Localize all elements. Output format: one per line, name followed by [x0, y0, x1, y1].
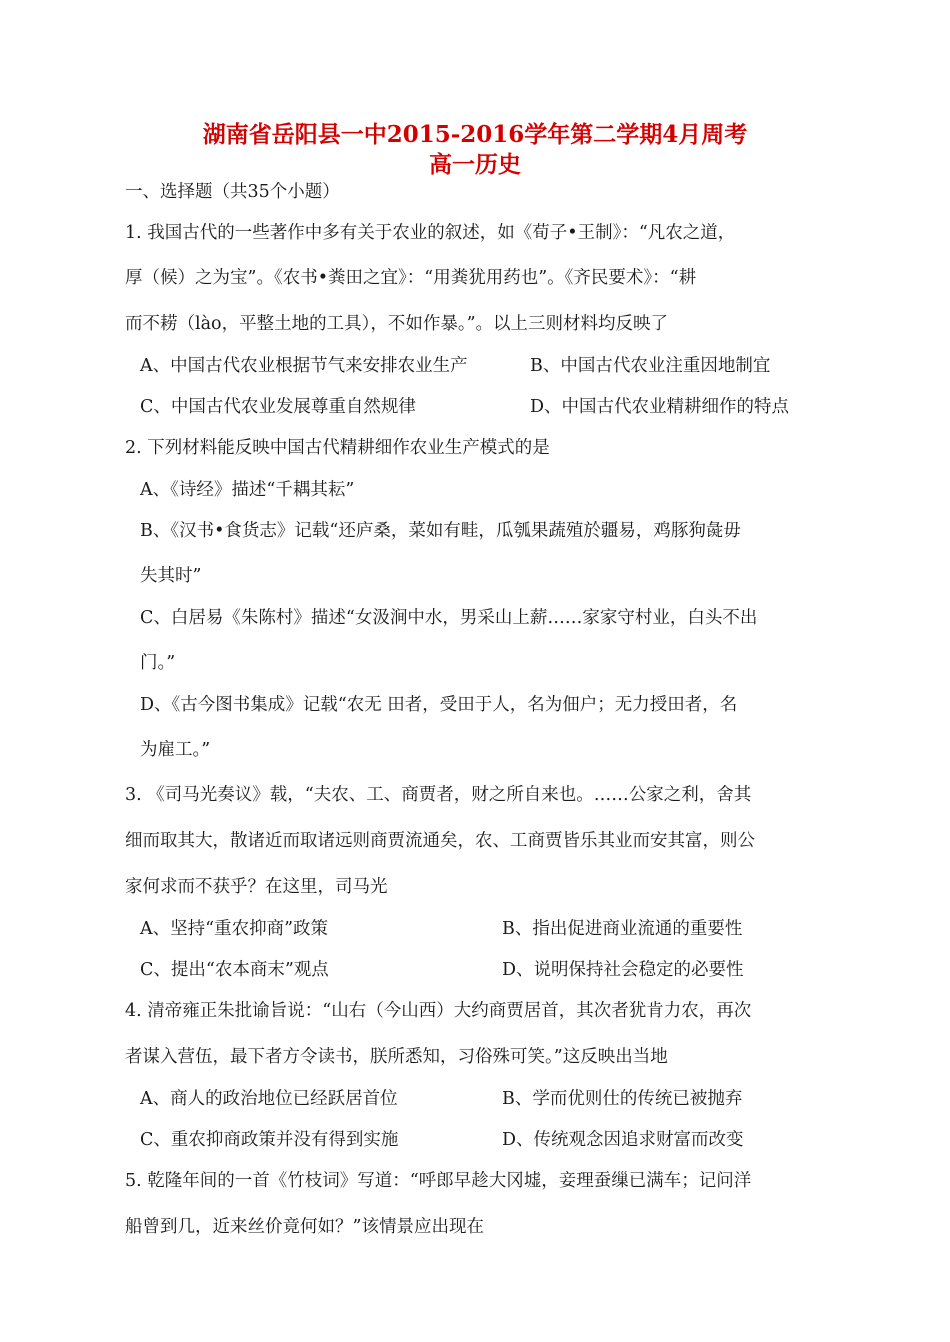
question-4-option-c: C、重农抑商政策并没有得到实施 [140, 1130, 399, 1150]
question-2-option-b-line-1: B、《汉书•食货志》记载“还庐桑，菜如有畦，瓜瓠果蔬殖於疆易，鸡豚狗彘毋 [140, 521, 741, 541]
question-2-line-1: 2. 下列材料能反映中国古代精耕细作农业生产模式的是 [125, 438, 550, 458]
question-1-line-3: 而不耢（lào，平整土地的工具），不如作暴。”。以上三则材料均反映了 [125, 314, 669, 334]
question-1-line-2: 厚（候）之为宝”。《农书•粪田之宜》：“用粪犹用药也”。《齐民要术》：“耕 [125, 268, 697, 288]
question-2-option-b-line-2: 失其时” [140, 566, 202, 586]
document-subtitle: 高一历史 [429, 151, 521, 178]
question-1-option-d: D、中国古代农业精耕细作的特点 [530, 397, 790, 417]
question-5-line-2: 船曾到几，近来丝价竟何如？”该情景应出现在 [125, 1217, 484, 1237]
question-1-option-b: B、中国古代农业注重因地制宜 [530, 356, 771, 376]
question-5-line-1: 5. 乾隆年间的一首《竹枝词》写道：“呼郎早趁大冈墟，妾理蚕缫已满车；记问洋 [125, 1171, 752, 1191]
question-3-option-a: A、坚持“重农抑商”政策 [140, 919, 329, 939]
question-3-option-c: C、提出“农本商末”观点 [140, 960, 329, 980]
question-4-option-d: D、传统观念因追求财富而改变 [502, 1130, 744, 1150]
question-2-option-c-line-2: 门。” [140, 653, 176, 673]
question-3-line-1: 3. 《司马光奏议》载，“夫农、工、商贾者，财之所自来也。……公家之利，舍其 [125, 785, 752, 805]
document-title: 湖南省岳阳县一中2015-2016学年第二学期4月周考 [202, 121, 748, 148]
question-2-option-a: A、《诗经》描述“千耦其耘” [140, 480, 355, 500]
question-2-option-d-line-1: D、《古今图书集成》记载“农无 田者，受田于人，名为佃户；无力授田者，名 [140, 695, 738, 715]
question-3-option-b: B、指出促进商业流通的重要性 [502, 919, 743, 939]
question-1-option-c: C、中国古代农业发展尊重自然规律 [140, 397, 416, 417]
question-3-option-d: D、说明保持社会稳定的必要性 [502, 960, 744, 980]
section-heading: 一、选择题（共35个小题） [125, 182, 340, 202]
question-2-option-d-line-2: 为雇工。” [140, 740, 211, 760]
question-4-option-b: B、学而优则仕的传统已被抛弃 [502, 1089, 743, 1109]
question-3-line-2: 细而取其大，散诸近而取诸远则商贾流通矣，农、工商贾皆乐其业而安其富，则公 [125, 831, 755, 851]
question-4-option-a: A、商人的政治地位已经跃居首位 [140, 1089, 398, 1109]
question-3-line-3: 家何求而不获乎？在这里，司马光 [125, 877, 388, 897]
question-1-line-1: 1. 我国古代的一些著作中多有关于农业的叙述，如《荀子•王制》：“凡农之道， [125, 223, 736, 243]
question-4-line-1: 4. 清帝雍正朱批谕旨说：“山右（今山西）大约商贾居首，其次者犹肯力农，再次 [125, 1001, 752, 1021]
question-4-line-2: 者谋入营伍，最下者方令读书，朕所悉知，习俗殊可笑。”这反映出当地 [125, 1047, 668, 1067]
question-2-option-c-line-1: C、白居易《朱陈村》描述“女汲涧中水，男采山上薪……家家守村业，白头不出 [140, 608, 758, 628]
question-1-option-a: A、中国古代农业根据节气来安排农业生产 [140, 356, 468, 376]
